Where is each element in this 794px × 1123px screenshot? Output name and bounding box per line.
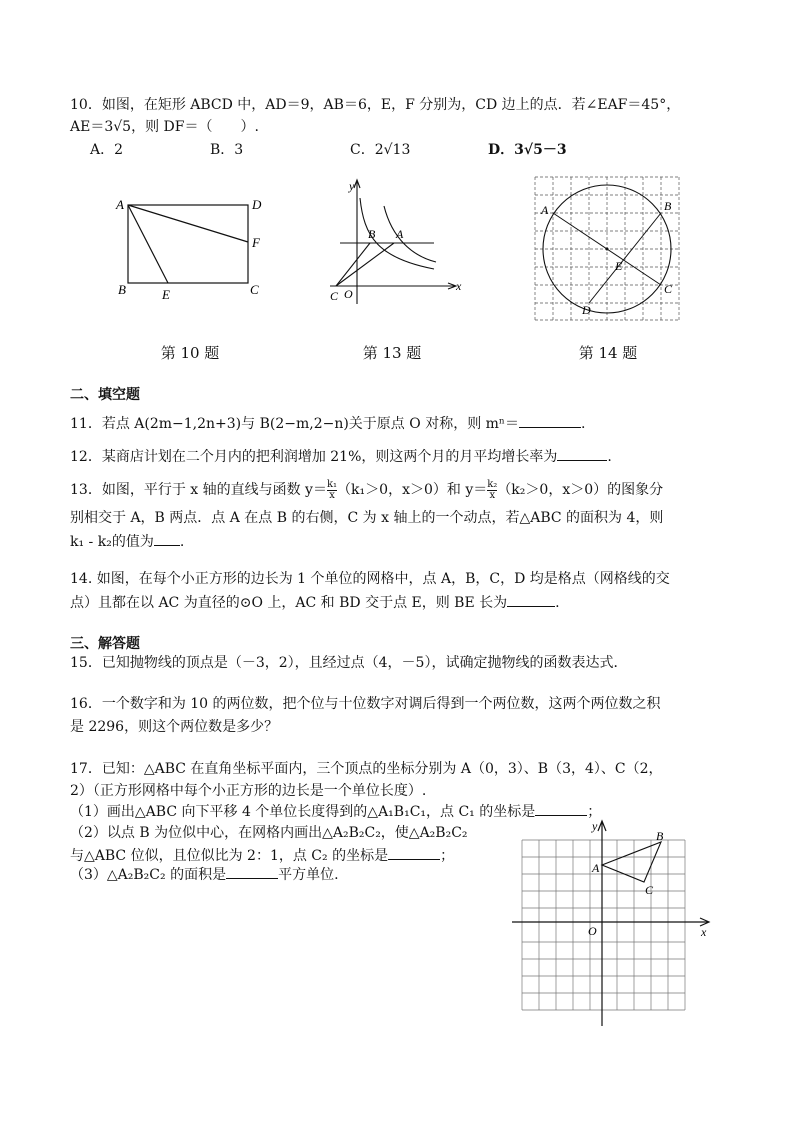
q12: 12．某商店计划在二个月内的把利润增加 21%，则这两个月的月平均增长率为 . [70, 446, 612, 467]
label-c: C [330, 289, 339, 303]
caption-q10: 第 10 题 [160, 344, 220, 362]
label-b: B [368, 227, 376, 241]
label-e: E [615, 259, 623, 273]
label-a: A [396, 227, 404, 241]
q10-option-a: A．2 [90, 142, 124, 158]
q14-line2: 点）且都在以 AC 为直径的⊙O 上，AC 和 BD 交于点 E，则 BE 长为 . [70, 592, 560, 613]
q17-item2b: 与△ABC 位似，且位似比为 2：1，点 C₂ 的坐标是 ； [70, 845, 454, 866]
label-d: D [252, 197, 262, 212]
q13-line1: 13．如图，平行于 x 轴的直线与函数 y＝ $\frac{\text{k₁}}{x}$ （k₁＞0，x＞0）和 y＝ $\frac{\text{k₂}}{x}$ （k₂＞0，x＞0）的图象分 [70, 478, 664, 501]
label-e: E [162, 287, 170, 302]
figure-q14-circle-grid [525, 172, 695, 322]
caption-q13: 第 13 题 [362, 344, 422, 362]
q17-item3: （3）△A₂B₂C₂ 的面积是 平方单位. [70, 864, 339, 885]
label-b: B [664, 199, 672, 213]
label-b: B [118, 282, 126, 297]
figure-q13-graph [322, 176, 472, 306]
label-y: y [592, 819, 598, 833]
figure-q17-grid [508, 818, 718, 1030]
q10-option-b: B．3 [210, 142, 244, 158]
label-d: D [582, 303, 591, 317]
q17-item1: （1）画出△ABC 向下平移 4 个单位长度得到的△A₁B₁C₁，点 C₁ 的坐标是 ； [70, 801, 601, 822]
q10-option-c: C．2√13 [350, 142, 411, 158]
q10-option-d: D．3√5－3 [488, 142, 567, 158]
label-f: F [252, 235, 260, 250]
q10-line1: 10．如图，在矩形 ABCD 中，AD＝9，AB＝6，E，F 分别为，CD 边上的点．若∠EAF＝45°， [70, 97, 681, 113]
label-o: O [588, 924, 597, 938]
figure-q10-rectangle [110, 190, 280, 305]
section-solve: 三、解答题 [70, 636, 140, 652]
q17-line1: 17．已知：△ABC 在直角坐标平面内，三个顶点的坐标分别为 A（0，3）、B（3，4）、C（2， [70, 761, 663, 777]
label-c: C [250, 282, 259, 297]
label-c: C [664, 282, 673, 296]
label-x: x [701, 925, 707, 939]
label-c: C [645, 883, 654, 897]
q17-line2: 2）（正方形网格中每个小正方形的边长是一个单位长度）. [70, 783, 427, 799]
q13-line3: k₁ - k₂的值为 . [70, 531, 184, 552]
q15: 15．已知抛物线的顶点是（－3，2），且经过点（4，－5），试确定抛物线的函数表达式． [70, 655, 628, 671]
section-fill-blank: 二、填空题 [70, 387, 140, 403]
label-b: B [656, 829, 664, 843]
label-a: A [541, 203, 549, 217]
label-y: y [349, 179, 355, 193]
q16-line1: 16．一个数字和为 10 的两位数，把个位与十位数字对调后得到一个两位数，这两个两位数之积 [70, 696, 661, 712]
label-x: x [456, 279, 462, 293]
q16-line2: 是 2296，则这个两位数是多少？ [70, 719, 279, 735]
q14-line1: 14. 如图，在每个小正方形的边长为 1 个单位的网格中，点 A，B，C，D 均是格点（网格线的交 [70, 571, 670, 587]
label-a: A [116, 197, 124, 212]
label-a: A [592, 861, 600, 875]
q17-item2a: （2）以点 B 为位似中心，在网格内画出△A₂B₂C₂，使△A₂B₂C₂ [70, 825, 468, 841]
q11: 11．若点 A(2m−1,2n+3)与 B(2−m,2−n)关于原点 O 对称，则 mⁿ＝ . [70, 413, 585, 434]
label-o: O [344, 287, 353, 301]
q10-line2: AE＝3√5，则 DF＝（ ）. [70, 119, 259, 135]
q13-line2: 别相交于 A，B 两点．点 A 在点 B 的右侧，C 为 x 轴上的一个动点，若△ABC 的面积为 4，则 [70, 510, 664, 526]
caption-q14: 第 14 题 [578, 344, 638, 362]
